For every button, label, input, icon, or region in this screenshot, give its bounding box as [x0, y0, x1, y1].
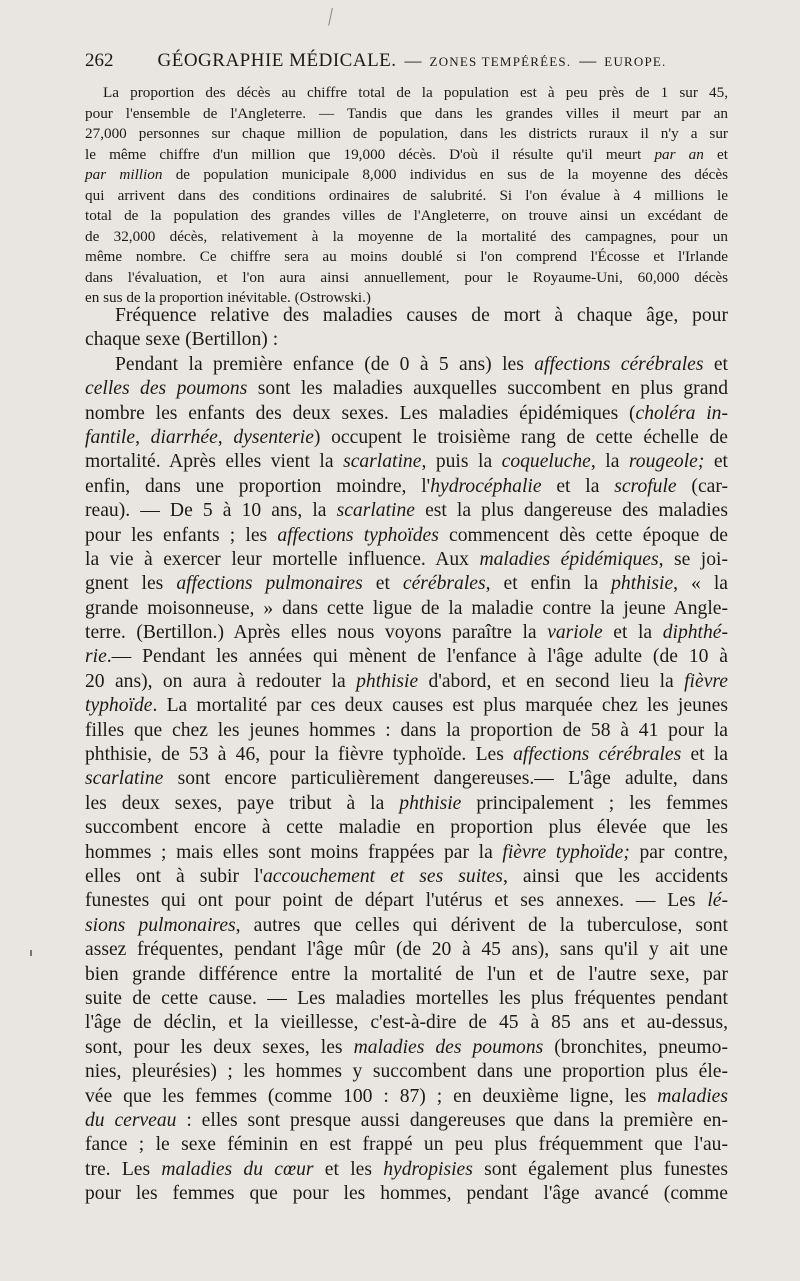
- italic-run: maladies: [657, 1085, 728, 1107]
- text-run: pour les femmes que pour les hommes, pendant l'âge avancé (comme: [85, 1183, 728, 1205]
- italic-run: affections typhoïdes: [277, 524, 439, 546]
- italic-run: cérébrales: [402, 573, 486, 595]
- text-run: grande moisonneuse, » dans cette ligue de la maladie contre la jeune Angle-: [85, 597, 728, 619]
- text-line: [85, 475, 728, 499]
- italic-run: phthisie: [399, 792, 462, 814]
- text-line: [85, 165, 728, 186]
- page-number: 262: [85, 50, 114, 71]
- italic-run: maladies épidémiques: [479, 548, 659, 570]
- text-run: et: [362, 573, 403, 595]
- text-run: d'abord, et en second lieu la: [418, 670, 685, 692]
- italic-run: typhoïde: [85, 695, 153, 717]
- italic-run: diarrhée: [150, 426, 218, 448]
- text-run: pour les enfants ; les: [85, 524, 278, 546]
- text-run: . La mortalité par ces deux causes est plus marquée chez les jeunes: [152, 695, 728, 717]
- text-run: La proportion des décès au chiffre total de la population est à peu près de 1 sur 45,: [103, 84, 728, 101]
- text-line: [85, 767, 728, 791]
- text-line: [85, 645, 728, 669]
- text-run: l'âge de déclin, et la vieillesse, c'est-à-dire de 45 à 85 ans et au-dessus,: [85, 1012, 728, 1034]
- margin-mark: [30, 950, 32, 956]
- text-run: terre. (Bertillon.) Après elles nous voyons paraître la: [85, 622, 548, 644]
- text-run: et: [703, 145, 728, 163]
- text-run: sont encore particulièrement dangereuses.— L'âge adulte, dans: [163, 768, 728, 790]
- text-line: [85, 1158, 728, 1182]
- text-run: tre. Les: [85, 1158, 162, 1180]
- italic-run: du cerveau: [85, 1109, 177, 1131]
- text-run: le même chiffre d'un million que 19,000 décès. D'où il résulte qu'il meurt: [85, 145, 655, 163]
- small-print-paragraph: [85, 83, 728, 309]
- text-run: Fréquence relative des maladies causes de mort à chaque âge, pour: [115, 305, 728, 326]
- text-run: dans l'évaluation, et l'on aura ainsi annuellement, pour le Royaume-Uni, 60,000 décès: [85, 268, 728, 286]
- text-run: , « la: [673, 573, 728, 595]
- text-line: [85, 548, 728, 572]
- text-run: total de la population des grandes villes de l'Angleterre, on trouve ainsi un excédant de: [85, 207, 728, 224]
- italic-run: phthisie: [356, 670, 419, 692]
- text-run: est la plus dangereuse des maladies: [414, 500, 728, 522]
- text-run: succombent encore à cette maladie en proportion plus élevée que les: [85, 817, 728, 839]
- text-line: [85, 186, 728, 207]
- book-title: GÉOGRAPHIE MÉDICALE.: [157, 50, 397, 71]
- italic-run: dysenterie: [233, 426, 314, 448]
- text-run: , se joi-: [658, 548, 728, 570]
- text-run: fance ; le sexe féminin en est frappé un peu plus fréquemment que l'au-: [85, 1134, 728, 1156]
- italic-run: maladies du cœur: [161, 1158, 314, 1180]
- text-run: (bronchites, pneumo-: [543, 1036, 728, 1058]
- text-line: [85, 304, 728, 328]
- text-run: ,: [135, 426, 151, 448]
- italic-run: fièvre: [684, 670, 728, 692]
- italic-run: rie: [85, 646, 107, 668]
- text-run: , autres que celles qui dérivent de la tuberculose, sont: [235, 914, 729, 936]
- text-run: ,: [217, 426, 234, 448]
- text-run: de 32,000 décès, relativement à la moyenne de la mortalité des campagnes, pour un: [85, 227, 728, 245]
- text-run: assez fréquentes, pendant l'âge mûr (de 20 à 45 ans), sans qu'il y ait une: [85, 939, 728, 961]
- text-line: [85, 1036, 728, 1060]
- text-line: [85, 450, 728, 474]
- text-run: qui arrivent dans des conditions ordinaires de salubrité. Si l'on évalue à 4 millions le: [85, 186, 728, 204]
- text-run: 20 ans), on aura à redouter la: [85, 670, 357, 692]
- text-line: [85, 987, 728, 1011]
- text-line: [85, 694, 728, 718]
- text-run: , ainsi que les accidents: [502, 865, 728, 887]
- text-run: sont les maladies auxquelles succombent en plus grand: [247, 378, 728, 400]
- italic-run: scarlatine: [343, 451, 422, 473]
- header-separator: —: [579, 51, 597, 70]
- text-run: hommes ; mais elles sont moins frappées par la: [85, 841, 503, 863]
- text-line: [85, 499, 728, 523]
- italic-run: fantile: [85, 426, 136, 448]
- text-run: sont également plus funestes: [472, 1158, 728, 1180]
- italic-run: coqueluche: [501, 451, 591, 473]
- text-line: [85, 1133, 728, 1157]
- text-run: filles que chez les jeunes hommes : dans la proportion de 58 à 41 pour la: [85, 719, 728, 741]
- italic-run: rougeole;: [628, 451, 705, 473]
- pencil-mark: [328, 8, 335, 26]
- text-line: [85, 104, 728, 125]
- text-run: 27,000 personnes sur chaque million de population, dans les districts ruraux il n'y a sur: [85, 125, 728, 142]
- text-line: [85, 328, 728, 352]
- text-line: [85, 963, 728, 987]
- header-separator: —: [404, 51, 422, 70]
- text-line: [85, 719, 728, 743]
- text-line: [85, 353, 728, 377]
- text-run: et la: [541, 475, 615, 497]
- text-run: la vie à exercer leur mortelle influence. Aux: [85, 548, 480, 570]
- italic-run: accouchement et ses suites: [263, 865, 503, 887]
- text-line: [85, 743, 728, 767]
- text-run: commencent dès cette époque de: [438, 524, 729, 546]
- text-run: bien grande différence entre la mortalité de l'un et de l'autre sexe, par: [85, 963, 728, 985]
- text-run: nombre les enfants des deux sexes. Les maladies épidémiques (: [85, 402, 636, 424]
- text-line: [85, 83, 728, 104]
- text-line: [85, 597, 728, 621]
- italic-run: affections pulmonaires: [176, 573, 363, 595]
- text-run: .— Pendant les années qui mènent de l'enfance à l'âge adulte (de 10 à: [106, 646, 728, 668]
- text-run: et: [703, 353, 728, 375]
- text-line: [85, 914, 728, 938]
- text-line: [85, 865, 728, 889]
- text-run: enfin, dans une proportion moindre, l': [85, 475, 431, 497]
- text-line: [85, 206, 728, 227]
- text-run: par contre,: [629, 841, 728, 863]
- italic-run: variole: [547, 622, 603, 644]
- text-run: et la: [602, 622, 663, 644]
- italic-run: scarlatine: [85, 768, 164, 790]
- italic-run: scarlatine: [336, 500, 415, 522]
- italic-run: par an: [654, 145, 704, 163]
- text-line: [85, 268, 728, 289]
- text-line: [85, 124, 728, 145]
- running-head: [85, 50, 735, 80]
- text-run: gnent les: [85, 573, 177, 595]
- text-run: mortalité. Après elles vient la: [85, 451, 344, 473]
- text-run: Pendant la première enfance (de 0 à 5 ans) les: [115, 353, 535, 375]
- text-line: [85, 247, 728, 268]
- text-run: elles ont à subir l': [85, 865, 263, 887]
- text-line: [85, 816, 728, 840]
- text-line: [85, 889, 728, 913]
- text-run: sont, pour les deux sexes, les: [85, 1036, 354, 1058]
- italic-run: hydrocéphalie: [430, 475, 542, 497]
- section-title: ZONES TEMPÉRÉES.: [429, 54, 572, 69]
- text-run: et les: [313, 1158, 384, 1180]
- text-line: [85, 792, 728, 816]
- text-run: , et enfin la: [485, 573, 612, 595]
- italic-run: fièvre typhoïde;: [502, 841, 630, 863]
- text-run: et: [704, 451, 728, 473]
- italic-run: celles des poumons: [85, 378, 248, 400]
- text-run: ) occupent le troisième rang de cette échelle de: [313, 426, 728, 448]
- italic-run: par million: [85, 166, 163, 183]
- text-line: [85, 227, 728, 248]
- text-run: les deux sexes, paye tribut à la: [85, 792, 400, 814]
- text-run: funestes qui ont pour point de départ l'utérus et ses annexes. — Les: [85, 890, 708, 912]
- text-line: [85, 1182, 728, 1206]
- text-run: même nombre. Ce chiffre sera au moins doublé si l'on comprend l'Écosse et l'Irlande: [85, 248, 728, 265]
- text-run: : elles sont presque aussi dangereuses que dans la première en-: [176, 1109, 728, 1131]
- text-run: en sus de la proportion inévitable. (Ostrowski.): [85, 289, 371, 306]
- text-line: [85, 1011, 728, 1035]
- text-run: phthisie, de 53 à 46, pour la fièvre typhoïde. Les: [85, 744, 514, 766]
- italic-run: phthisie: [611, 573, 674, 595]
- text-line: [85, 1109, 728, 1133]
- text-run: principalement ; les femmes: [461, 792, 728, 814]
- text-line: [85, 1060, 728, 1084]
- text-line: [85, 938, 728, 962]
- text-run: reau). — De 5 à 10 ans, la: [85, 500, 337, 522]
- text-line: [85, 621, 728, 645]
- text-run: suite de cette cause. — Les maladies mortelles les plus fréquentes pendant: [85, 987, 728, 1009]
- text-line: [85, 377, 728, 401]
- text-line: [85, 426, 728, 450]
- text-run: nies, pleurésies) ; les hommes y succombent dans une proportion plus éle-: [85, 1061, 728, 1083]
- italic-run: hydropisies: [383, 1158, 473, 1180]
- italic-run: choléra in-: [635, 402, 728, 424]
- text-line: [85, 524, 728, 548]
- text-line: [85, 670, 728, 694]
- text-run: pour l'ensemble de l'Angleterre. — Tandis que dans les grandes villes il meurt par an: [85, 104, 728, 122]
- text-run: vée que les femmes (comme 100 : 87) ; en deuxième ligne, les: [85, 1085, 658, 1107]
- text-line: [85, 402, 728, 426]
- italic-run: scrofule: [614, 475, 677, 497]
- text-line: [85, 145, 728, 166]
- text-run: de population municipale 8,000 individus en sus de la moyenne des décès: [162, 166, 728, 183]
- text-run: , puis la: [421, 451, 502, 473]
- text-run: , la: [590, 451, 629, 473]
- text-line: [85, 1085, 728, 1109]
- chapter-title: EUROPE.: [604, 54, 667, 69]
- italic-run: lé-: [707, 890, 728, 912]
- italic-run: affections cérébrales: [513, 744, 682, 766]
- text-run: (car-: [676, 475, 728, 497]
- main-text: [85, 304, 728, 1206]
- italic-run: diphthé-: [662, 622, 728, 644]
- text-line: [85, 841, 728, 865]
- italic-run: sions pulmonaires: [85, 914, 236, 936]
- text-run: chaque sexe (Bertillon) :: [85, 329, 279, 351]
- text-run: et la: [681, 744, 728, 766]
- italic-run: affections cérébrales: [534, 353, 704, 375]
- italic-run: maladies des poumons: [353, 1036, 544, 1058]
- text-line: [85, 572, 728, 596]
